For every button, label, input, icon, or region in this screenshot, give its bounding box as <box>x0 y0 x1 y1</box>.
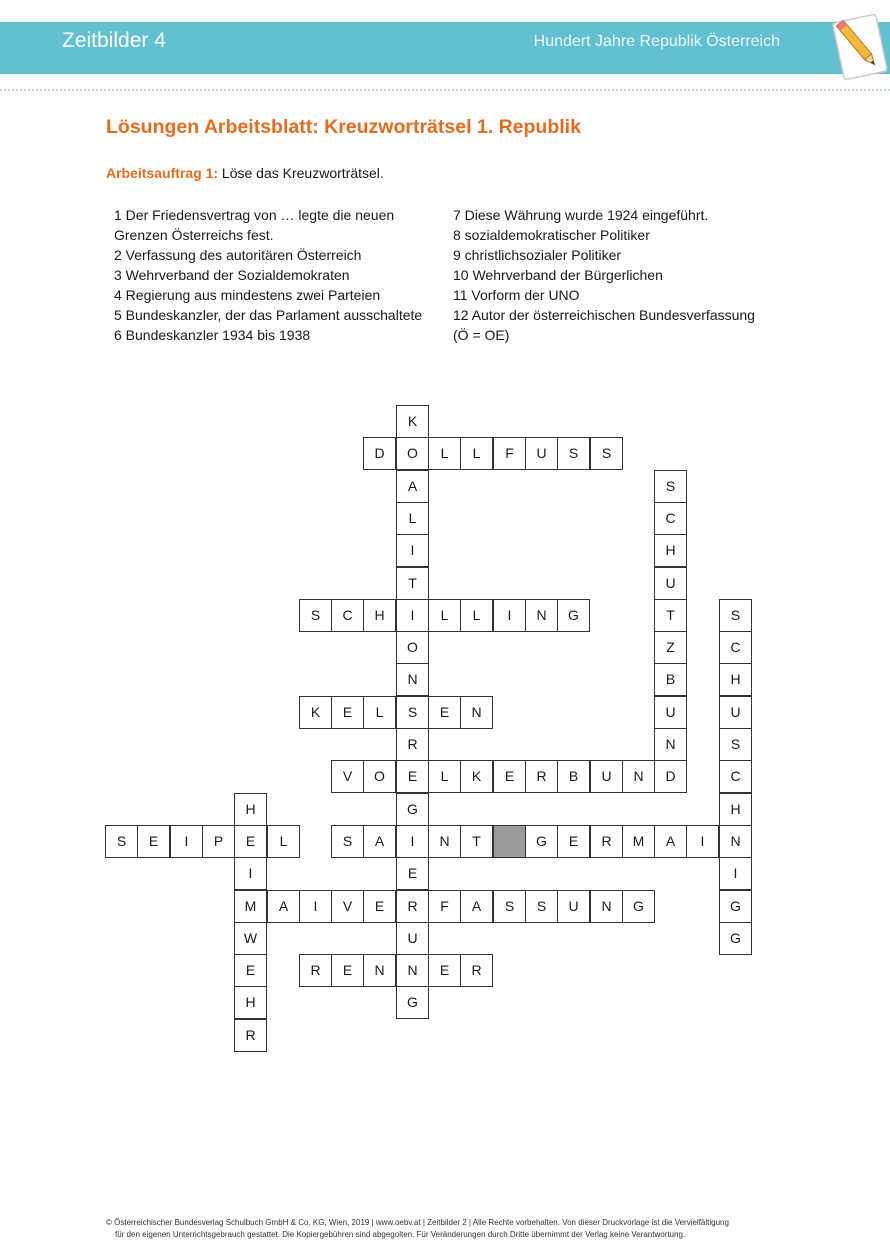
crossword-cell: N <box>622 760 655 793</box>
crossword-cell: T <box>396 567 429 600</box>
crossword-cell: N <box>396 954 429 987</box>
crossword-cell: O <box>363 760 396 793</box>
crossword-cell: G <box>557 599 590 632</box>
crossword-cell: K <box>299 696 332 729</box>
task-text: Löse das Kreuzworträtsel. <box>221 165 384 181</box>
crossword-cell: E <box>234 954 267 987</box>
crossword-cell: P <box>202 825 235 858</box>
crossword-cell: B <box>557 760 590 793</box>
crossword-cell: I <box>493 599 526 632</box>
crossword-cell: H <box>654 534 687 567</box>
crossword-cell: T <box>654 599 687 632</box>
crossword-cell: O <box>396 437 429 470</box>
crossword-cell: C <box>331 599 364 632</box>
crossword-cell: E <box>428 696 461 729</box>
clue-7: 7 Diese Währung wurde 1924 eingeführt. <box>453 207 709 223</box>
footer-line-2: für den eigenen Unterrichtsgebrauch gestattet. Die Kopiergebühren sind abgegolten. Für Veränderungen durch Dritte übernimmt der Verlag keine Verantwortung. <box>115 1230 686 1239</box>
clue-9: 9 christlichsozialer Politiker <box>453 247 622 263</box>
crossword-cell: K <box>460 760 493 793</box>
crossword-cell: O <box>396 631 429 664</box>
crossword-cell: C <box>654 502 687 535</box>
crossword-cell: H <box>234 793 267 826</box>
crossword-cell: S <box>525 890 558 923</box>
crossword-cell: D <box>363 437 396 470</box>
crossword-cell: S <box>299 599 332 632</box>
crossword-cell: S <box>654 470 687 503</box>
page-title: Lösungen Arbeitsblatt: Kreuzworträtsel 1. Republik <box>106 116 581 138</box>
crossword-cell: H <box>234 986 267 1019</box>
crossword-cell: U <box>719 696 752 729</box>
footer-line-1: © Österreichischer Bundesverlag Schulbuch GmbH & Co. KG, Wien, 2019 | www.oebv.at | Zeitbilder 2 | Alle Rechte vorbehalten. Von dieser Druckvorlage ist die Vervielfältigung <box>106 1218 729 1227</box>
crossword-cell: F <box>428 890 461 923</box>
crossword-cell: R <box>460 954 493 987</box>
crossword-cell: Z <box>654 631 687 664</box>
crossword-cell: S <box>557 437 590 470</box>
header-subtitle: Hundert Jahre Republik Österreich <box>533 33 780 50</box>
crossword-cell: M <box>234 890 267 923</box>
clue-5: 5 Bundeskanzler, der das Parlament ausschaltete <box>114 307 423 323</box>
crossword-cell: C <box>719 631 752 664</box>
crossword-cell: R <box>234 1019 267 1052</box>
crossword-cell: I <box>396 534 429 567</box>
crossword-cell: H <box>363 599 396 632</box>
crossword-cell: N <box>460 696 493 729</box>
crossword-cell: R <box>525 760 558 793</box>
crossword-cell: E <box>557 825 590 858</box>
copyright-footer <box>106 1217 786 1241</box>
crossword-cell: R <box>396 890 429 923</box>
crossword-cell: S <box>331 825 364 858</box>
crossword-cell: V <box>331 890 364 923</box>
crossword-cell: E <box>331 954 364 987</box>
crossword-separator-cell <box>493 825 526 858</box>
crossword-cell: N <box>719 825 752 858</box>
clue-4: 4 Regierung aus mindestens zwei Parteien <box>114 287 381 303</box>
crossword-cell: I <box>396 599 429 632</box>
crossword-cell: U <box>654 696 687 729</box>
clues-left <box>114 205 434 345</box>
crossword-cell: L <box>396 502 429 535</box>
crossword-cell: S <box>105 825 138 858</box>
crossword-cell: G <box>719 922 752 955</box>
crossword-cell: N <box>428 825 461 858</box>
crossword-cell: S <box>493 890 526 923</box>
crossword-cell: S <box>719 728 752 761</box>
header-divider <box>0 89 890 91</box>
crossword-cell: E <box>396 760 429 793</box>
clue-10: 10 Wehrverband der Bürgerlichen <box>453 267 663 283</box>
crossword-cell: G <box>719 890 752 923</box>
crossword-cell: G <box>525 825 558 858</box>
crossword-cell: L <box>428 760 461 793</box>
crossword-cell: A <box>460 890 493 923</box>
crossword-cell: V <box>331 760 364 793</box>
crossword-cell: L <box>267 825 300 858</box>
crossword-cell: E <box>363 890 396 923</box>
crossword-cell: L <box>363 696 396 729</box>
crossword-cell: S <box>719 599 752 632</box>
pencil-paper-icon <box>830 12 890 84</box>
crossword-cell: R <box>299 954 332 987</box>
crossword-cell: R <box>590 825 623 858</box>
crossword-cell: E <box>234 825 267 858</box>
clues-right <box>453 205 773 345</box>
crossword-cell: N <box>396 663 429 696</box>
clue-3: 3 Wehrverband der Sozialdemokraten <box>114 267 350 283</box>
crossword-cell: L <box>460 437 493 470</box>
crossword-cell: E <box>493 760 526 793</box>
crossword-cell: I <box>719 857 752 890</box>
crossword-cell: I <box>234 857 267 890</box>
crossword-cell: F <box>493 437 526 470</box>
crossword-cell: M <box>622 825 655 858</box>
crossword-cell: A <box>363 825 396 858</box>
crossword-cell: S <box>590 437 623 470</box>
crossword-cell: U <box>525 437 558 470</box>
crossword-cell: E <box>396 857 429 890</box>
crossword-cell: I <box>686 825 719 858</box>
crossword-cell: D <box>654 760 687 793</box>
crossword-cell: I <box>396 825 429 858</box>
crossword-cell: T <box>460 825 493 858</box>
crossword-cell: I <box>170 825 203 858</box>
crossword-cell: N <box>654 728 687 761</box>
crossword-cell: A <box>396 470 429 503</box>
task-instruction <box>106 165 384 181</box>
crossword-cell: N <box>363 954 396 987</box>
clue-11: 11 Vorform der UNO <box>453 287 580 303</box>
crossword-cell: R <box>396 728 429 761</box>
crossword-cell: U <box>396 922 429 955</box>
crossword-cell: E <box>428 954 461 987</box>
crossword-cell: S <box>396 696 429 729</box>
task-label: Arbeitsauftrag 1: <box>106 165 219 181</box>
crossword-cell: G <box>622 890 655 923</box>
crossword-cell: H <box>719 793 752 826</box>
crossword-cell: G <box>396 793 429 826</box>
clue-8: 8 sozialdemokratischer Politiker <box>453 227 650 243</box>
crossword-cell: U <box>557 890 590 923</box>
crossword-cell: A <box>654 825 687 858</box>
crossword-cell: L <box>428 437 461 470</box>
crossword-cell: N <box>525 599 558 632</box>
crossword-cell: L <box>460 599 493 632</box>
crossword-cell: E <box>331 696 364 729</box>
crossword-cell: U <box>654 567 687 600</box>
crossword-cell: E <box>137 825 170 858</box>
crossword-cell: N <box>590 890 623 923</box>
crossword-cell: I <box>299 890 332 923</box>
crossword-cell: H <box>719 663 752 696</box>
crossword-cell: U <box>590 760 623 793</box>
clue-1: 1 Der Friedensvertrag von … legte die neuen Grenzen Österreichs fest. <box>114 207 395 243</box>
crossword-cell: G <box>396 986 429 1019</box>
crossword-cell: C <box>719 760 752 793</box>
clue-6: 6 Bundeskanzler 1934 bis 1938 <box>114 327 311 343</box>
crossword-cell: L <box>428 599 461 632</box>
clue-note: (Ö = OE) <box>453 327 510 343</box>
crossword-cell: B <box>654 663 687 696</box>
crossword-cell: A <box>267 890 300 923</box>
crossword-cell: K <box>396 405 429 438</box>
clue-2: 2 Verfassung des autoritären Österreich <box>114 247 362 263</box>
clue-12: 12 Autor der österreichischen Bundesverfassung <box>453 307 755 323</box>
brand-title: Zeitbilder 4 <box>62 29 166 52</box>
crossword-cell: W <box>234 922 267 955</box>
